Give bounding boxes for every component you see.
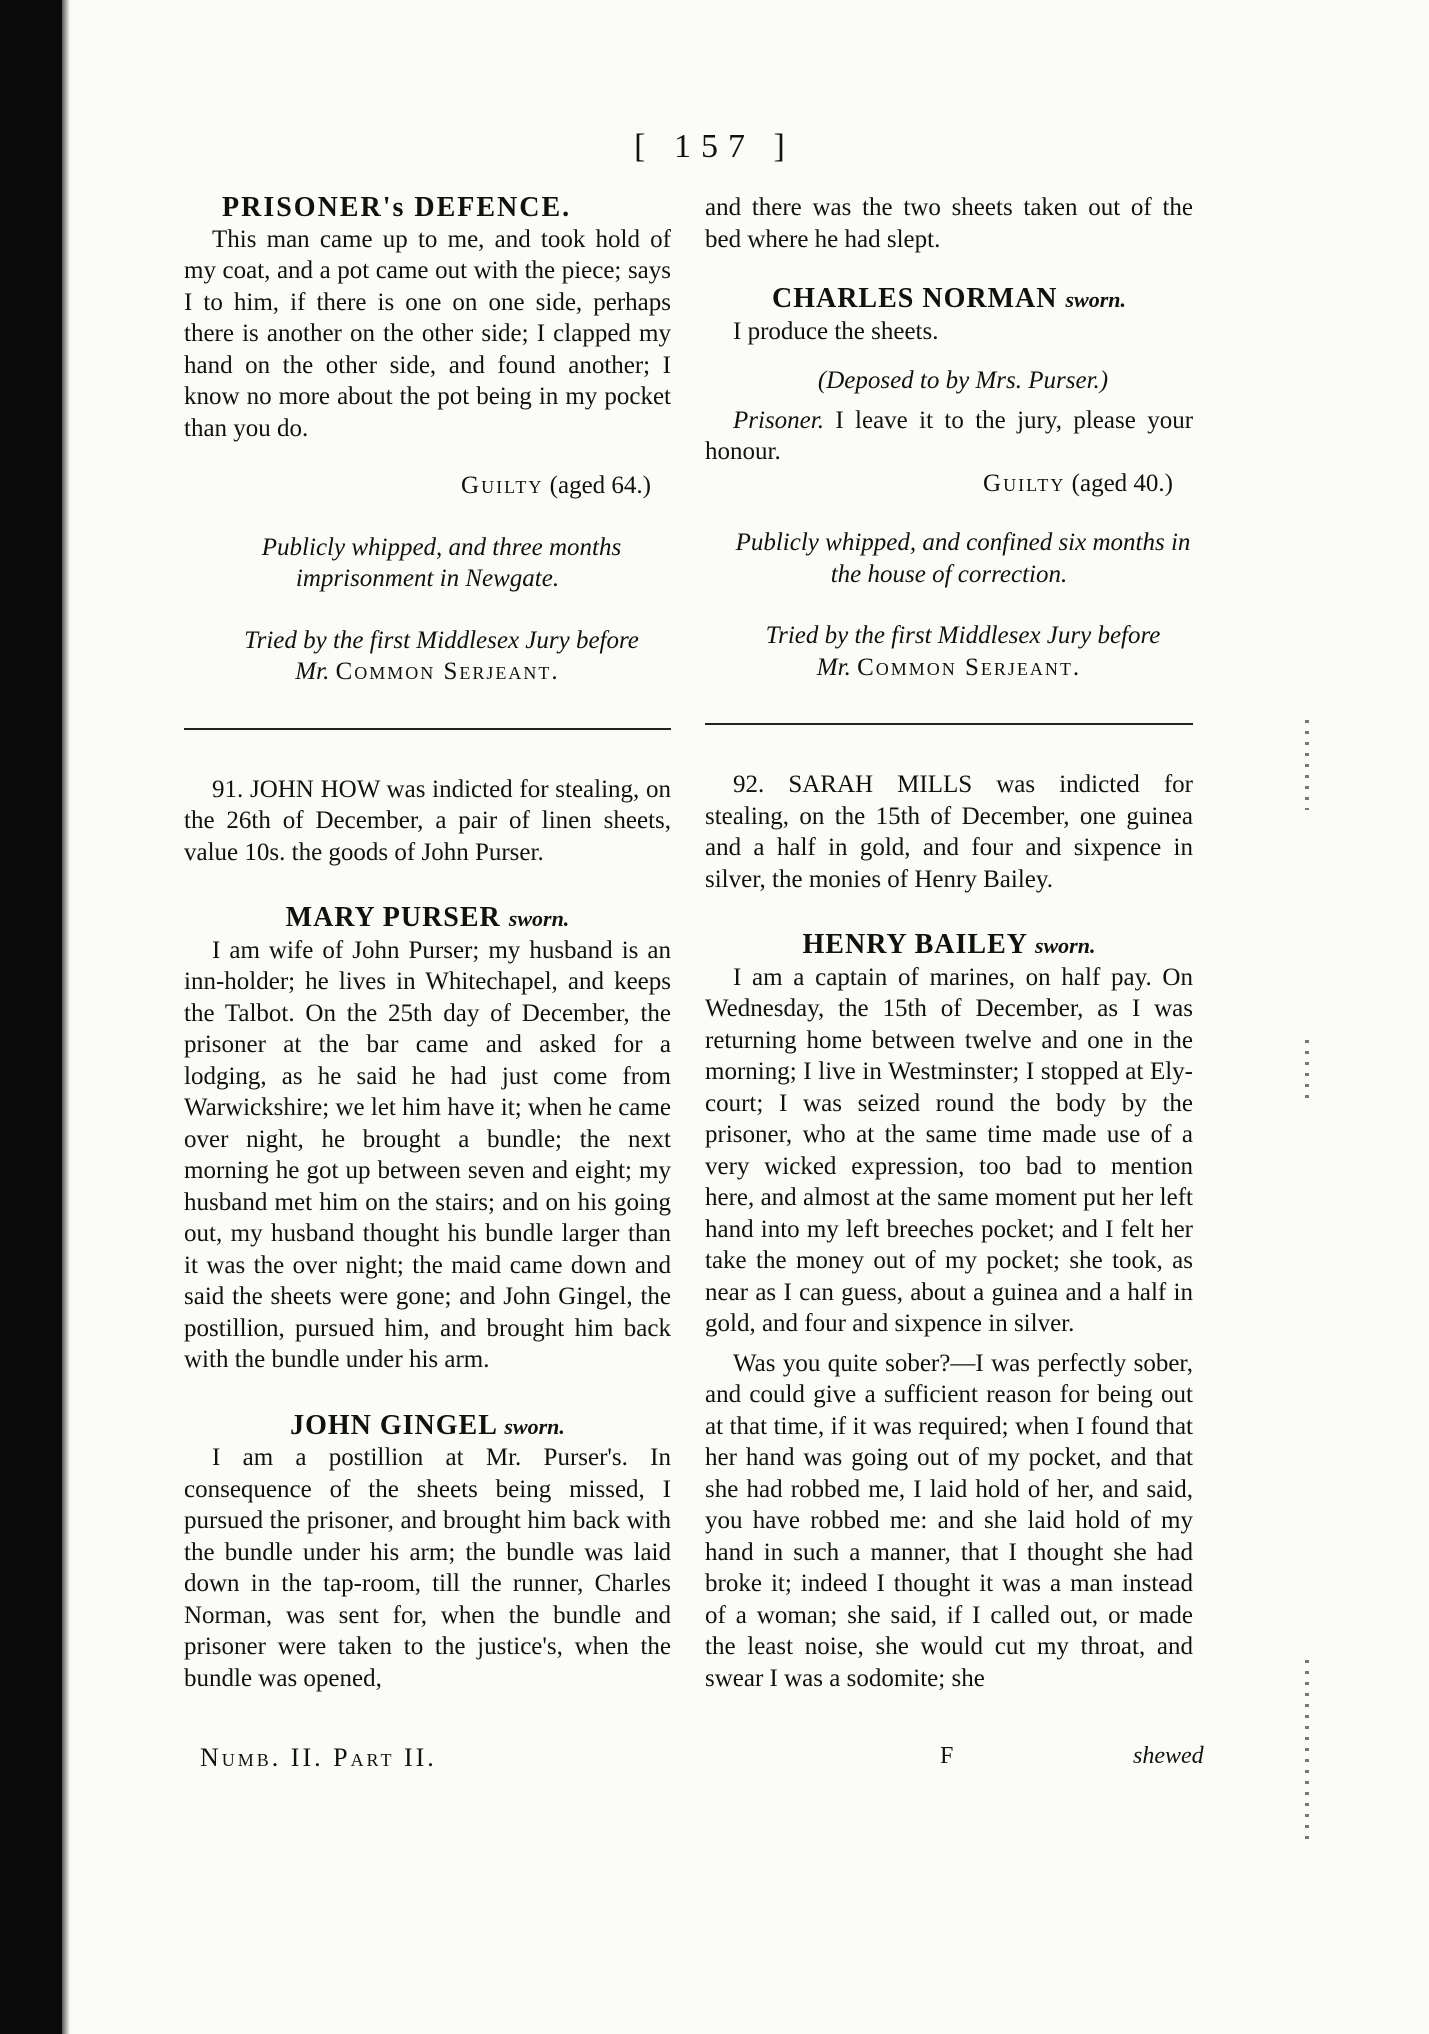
witness-heading-henry-bailey — [705, 929, 1193, 962]
section-divider-left — [184, 728, 671, 730]
verdict-word: Guilty — [983, 469, 1066, 497]
witness-heading-charles-norman — [705, 283, 1193, 316]
binding-shadow — [0, 0, 62, 2034]
tried-right — [705, 620, 1193, 683]
verdict-age: (aged 40.) — [1071, 469, 1173, 497]
prisoner-label: Prisoner. — [733, 406, 824, 434]
sworn-label: sworn. — [1065, 287, 1126, 312]
witness-heading-john-gingel — [184, 1410, 671, 1443]
sentence-right: Publicly whipped, and confined six months in the house of correction. — [735, 529, 1191, 588]
verdict-left — [184, 470, 671, 502]
margin-speckle — [1305, 1660, 1309, 1840]
testimony-henry-bailey: I am a captain of marines, on half pay. On Wednesday, the 15th of December, as I was returning home between twelve and one in the morning; I live in Westminster; I stopped at Ely-court; I was seized round the body by the prisoner, who at the same time made use of a very wicked expression, too bad to mention here, and almost at the same moment put her left hand into my left breeches pocket; and I felt her take the money out of my pocket; she took, as near as I can guess, about a guinea and a half in gold, and four and sixpence in silver. — [705, 963, 1193, 1337]
sworn-label: sworn. — [508, 906, 570, 931]
tried-line: Tried by the first Middlesex Jury before — [765, 622, 1161, 649]
tried-mr: Mr. — [295, 658, 330, 685]
sentence-left: Publicly whipped, and three months imprisonment in Newgate. — [261, 533, 622, 592]
deposed-note: (Deposed to by Mrs. Purser.) — [817, 367, 1109, 394]
testimony-charles-norman: I produce the sheets. — [733, 317, 939, 345]
witness-name: HENRY BAILEY — [802, 929, 1027, 960]
prisoner-statement — [705, 405, 1193, 468]
signature-mark: Numb. II. Part II. — [200, 1743, 437, 1772]
testimony-mary-purser: I am wife of John Purser; my husband is an inn-holder; he lives in Whitechapel, and keeps the Talbot. On the 25th day of December, the prisoner at the bar came and asked for a lodging, as he said he had just come from Warwickshire; we let him have it; when he came over night, he brought a bundle; the next morning he got up between seven and eight; my husband met him on the stairs; and on his going out, my husband thought his bundle larger than it was the over night; the maid came down and said the sheets were gone; and John Gingel, the postillion, pursued him, and brought him back with the bundle under his arm. — [184, 936, 671, 1373]
margin-speckle — [1305, 720, 1309, 810]
witness-name: JOHN GINGEL — [290, 1409, 497, 1441]
margin-speckle — [1305, 1040, 1309, 1100]
catchword: shewed — [1133, 1743, 1204, 1769]
case-intro-91: 91. JOHN HOW was indicted for stealing, on the 26th of December, a pair of linen sheets, value 10s. the goods of John Purser. — [184, 775, 671, 866]
defence-text: This man came up to me, and took hold of my coat, and a pot came out with the piece; says I to him, if there is one on one side, perhaps there is another on the other side; I clapped my hand on the other side, and found another; I know no more about the pot being in my pocket than you do. — [184, 225, 671, 442]
sworn-label: sworn. — [504, 1413, 565, 1439]
testimony-henry-bailey-cont: Was you quite sober?—I was perfectly sober, and could give a sufficient reason for being out at that time, if it was required; when I found that her hand was going out of my pocket, and that she had robbed me, I laid hold of her, and said, you have robbed me: and she laid hold of my hand in such a manner, that I thought she had broke it; indeed I thought it was a man instead of a woman; she said, if I called out, or made the least noise, she would cut my throat, and swear I was a sodomite; she — [705, 1349, 1193, 1692]
prisoner-text: I leave it to the jury, please your honour. — [705, 406, 1194, 465]
sworn-label: sworn. — [1034, 933, 1096, 958]
tried-line: Tried by the first Middlesex Jury before — [244, 626, 639, 654]
verdict-age: (aged 64.) — [549, 472, 651, 499]
case-intro-92: 92. SARAH MILLS was indicted for stealing, on the 15th of December, one guinea and a half in gold, and four and sixpence in silver, the monies of Henry Bailey. — [705, 771, 1193, 893]
tried-officer: Common Serjeant. — [335, 658, 560, 685]
tried-mr: Mr. — [816, 653, 851, 681]
witness-name: MARY PURSER — [285, 902, 501, 933]
witness-heading-mary-purser — [184, 902, 671, 935]
left-column — [184, 192, 671, 1694]
verdict-word: Guilty — [461, 472, 544, 499]
page-number: [ 157 ] — [634, 128, 795, 165]
section-divider-right — [705, 723, 1193, 725]
verdict-right — [705, 468, 1193, 500]
tried-left — [184, 625, 671, 688]
testimony-john-gingel: I am a postillion at Mr. Purser's. In consequence of the sheets being missed, I pursued the prisoner, and brought him back with the bundle under his arm; the bundle was laid down in the tap-room, till the runner, Charles Norman, was sent for, when the bundle and prisoner were taken to the justice's, when the bundle was opened, — [184, 1444, 671, 1692]
witness-name: CHARLES NORMAN — [771, 283, 1058, 314]
sheet-mark: F — [940, 1743, 954, 1769]
binding-edge — [62, 0, 70, 2034]
tried-officer: Common Serjeant. — [857, 653, 1082, 681]
right-column — [705, 192, 1193, 1694]
continuation-text: and there was the two sheets taken out of the bed where he had slept. — [705, 194, 1193, 253]
defence-heading: PRISONER's DEFENCE. — [222, 192, 572, 223]
